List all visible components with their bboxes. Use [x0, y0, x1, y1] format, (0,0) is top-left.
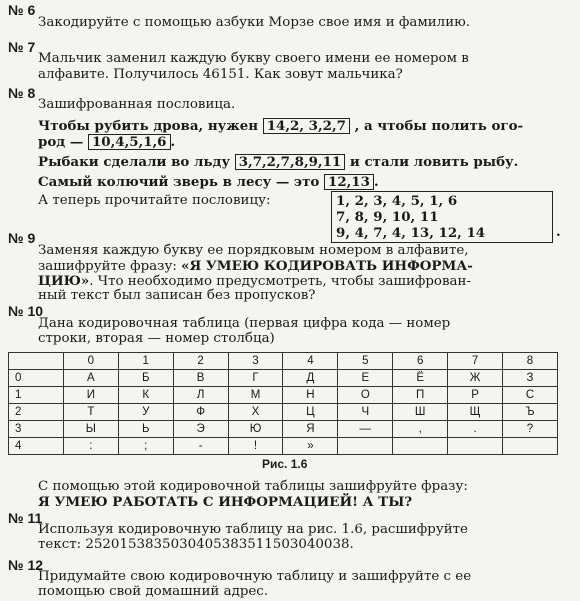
table-cell: 8 [503, 353, 558, 370]
table-cell: Ё [393, 370, 448, 387]
table-cell [9, 353, 64, 370]
table-cell: Ю [228, 421, 283, 438]
table-cell: Ъ [503, 404, 558, 421]
table-cell: А [63, 370, 118, 387]
table-cell: Щ [448, 404, 503, 421]
table-cell: Ь [118, 421, 173, 438]
task-8-number: № 8 [8, 85, 36, 101]
proverb-line: 7, 8, 9, 10, 11 [336, 209, 439, 225]
table-row [9, 421, 558, 438]
table-cell: Ж [448, 370, 503, 387]
table-cell: Л [173, 387, 228, 404]
code-box: 10,4,5,1,6 [88, 134, 171, 150]
table-cell: ; [118, 438, 173, 455]
task-9-number: № 9 [8, 230, 36, 246]
task-7-number: № 7 [8, 39, 36, 55]
table-cell: Б [118, 370, 173, 387]
table-cell: В [173, 370, 228, 387]
table-cell: — [338, 421, 393, 438]
task-8-heading: Зашифрованная пословица. [38, 97, 236, 112]
table-row-header: 0 [9, 370, 64, 387]
task-6-text: Закодируйте с помощью азбуки Морзе свое имя и фамилию. [38, 15, 471, 30]
table-cell: И [63, 387, 118, 404]
table-cell: Д [283, 370, 338, 387]
proverb-prompt: А теперь прочитайте пословицу: [38, 193, 271, 208]
table-cell: : [63, 438, 118, 455]
task-9-line-4: ный текст был записан без пропусков? [38, 288, 316, 303]
table-row [9, 438, 558, 455]
task-11-number: № 11 [8, 510, 43, 526]
table-cell: 2 [173, 353, 228, 370]
task-7-line-1: Мальчик заменил каждую букву своего имени ее номером в [38, 51, 469, 66]
table-cell: 3 [228, 353, 283, 370]
table-cell [503, 438, 558, 455]
task-12-line-2: помощью свой домашний адрес. [38, 584, 269, 599]
task-10-after-1: С помощью этой кодировочной таблицы зашифруйте фразу: [38, 479, 468, 494]
table-cell: ? [503, 421, 558, 438]
table-row [9, 404, 558, 421]
figure-caption: Рис. 1.6 [262, 457, 308, 471]
code-box: 14,2, 3,2,7 [263, 118, 350, 134]
table-cell: 4 [283, 353, 338, 370]
table-header-row [9, 353, 558, 370]
task-12-line-1: Придумайте свою кодировочную таблицу и зашифруйте с ее [38, 569, 472, 584]
table-cell: 7 [448, 353, 503, 370]
table-cell: Я [283, 421, 338, 438]
table-cell: С [503, 387, 558, 404]
task-9-line-2: зашифруйте фразу: «Я УМЕЮ КОДИРОВАТЬ ИНФОРМА- [38, 258, 473, 274]
code-box: 3,7,2,7,8,9,11 [235, 154, 346, 170]
task-10-number: № 10 [8, 303, 44, 319]
proverb-line: 1, 2, 3, 4, 5, 1, 6 [336, 193, 458, 209]
table-cell: Ш [393, 404, 448, 421]
coding-table [8, 352, 558, 455]
table-cell: З [503, 370, 558, 387]
table-cell: Ц [283, 404, 338, 421]
table-row [9, 370, 558, 387]
table-cell: » [283, 438, 338, 455]
task-7-line-2: алфавите. Получилось 46151. Как зовут мальчика? [38, 67, 403, 82]
table-cell: К [118, 387, 173, 404]
table-cell: 5 [338, 353, 393, 370]
code-box: 12,13 [324, 174, 374, 190]
table-cell: Г [228, 370, 283, 387]
task-10-line-1: Дана кодировочная таблица (первая цифра кода — номер [38, 316, 451, 331]
task-9-line-3: ЦИЮ». Что необходимо предусмотреть, чтобы зашифрован- [38, 273, 471, 289]
table-row-header: 2 [9, 404, 64, 421]
table-cell: Х [228, 404, 283, 421]
forest-sentence: Самый колючий зверь в лесу — это 12,13 . [38, 174, 379, 190]
task-6-number: № 6 [8, 2, 36, 18]
table-cell: М [228, 387, 283, 404]
table-cell: Ы [63, 421, 118, 438]
table-cell: О [338, 387, 393, 404]
table-cell [448, 438, 503, 455]
proverb-code-box [331, 191, 553, 243]
table-cell: - [173, 438, 228, 455]
task-11-line-2: текст: 2520153835030405383511503040038. [38, 537, 354, 552]
table-cell: Ф [173, 404, 228, 421]
table-cell [338, 438, 393, 455]
table-cell: Ч [338, 404, 393, 421]
task-10-line-2: строки, вторая — номер столбца) [38, 331, 275, 346]
table-cell: ! [228, 438, 283, 455]
task-10-phrase: Я УМЕЮ РАБОТАТЬ С ИНФОРМАЦИЕЙ! А ТЫ? [38, 494, 413, 510]
fishermen-sentence: Рыбаки сделали во льду 3,7,2,7,8,9,11 и стали ловить рыбу. [38, 154, 519, 170]
table-cell: Э [173, 421, 228, 438]
firewood-sentence-continued: род — 10,4,5,1,6 . [38, 134, 176, 150]
table-cell: . [448, 421, 503, 438]
table-row-header: 4 [9, 438, 64, 455]
table-row-header: 1 [9, 387, 64, 404]
proverb-line: 9, 4, 7, 4, 13, 12, 14 [336, 225, 486, 241]
table-cell: , [393, 421, 448, 438]
table-cell: 1 [118, 353, 173, 370]
table-cell: 6 [393, 353, 448, 370]
table-row [9, 387, 558, 404]
table-cell: Р [448, 387, 503, 404]
table-cell [393, 438, 448, 455]
table-row-header: 3 [9, 421, 64, 438]
table-cell: У [118, 404, 173, 421]
task-12-number: № 12 [8, 557, 44, 573]
table-cell: Е [338, 370, 393, 387]
proverb-end: . [556, 224, 561, 240]
task-11-line-1: Используя кодировочную таблицу на рис. 1.6, расшифруйте [38, 522, 468, 537]
table-cell: Н [283, 387, 338, 404]
firewood-sentence: Чтобы рубить дрова, нужен 14,2, 3,2,7 , а чтобы полить ого- [38, 118, 524, 134]
task-9-line-1: Заменяя каждую букву ее порядковым номером в алфавите, [38, 243, 469, 258]
table-cell: 0 [63, 353, 118, 370]
table-cell: Т [63, 404, 118, 421]
table-cell: П [393, 387, 448, 404]
